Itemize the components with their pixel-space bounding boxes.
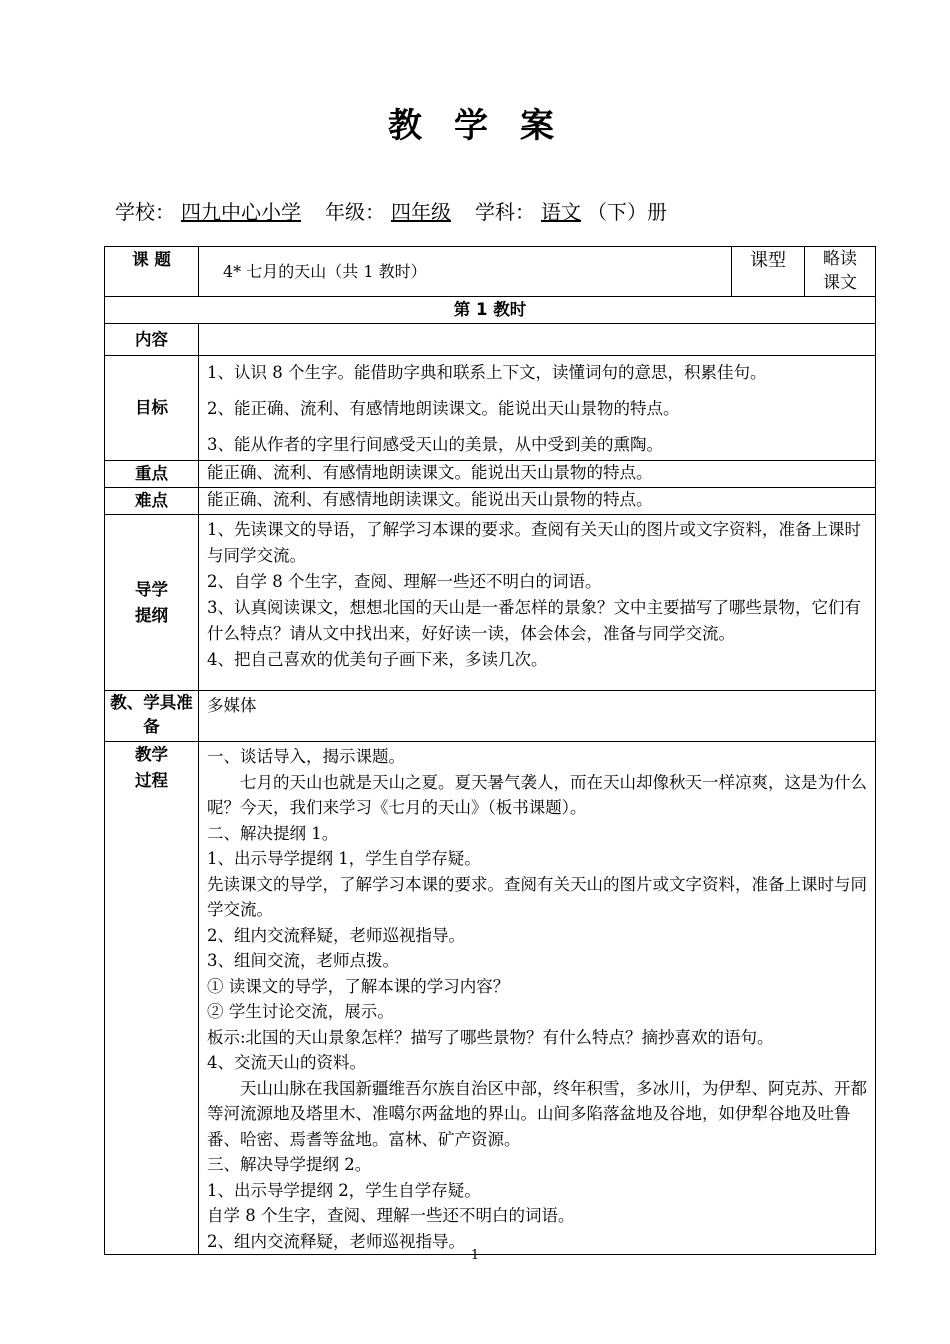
- goal-label: 目标: [105, 356, 199, 461]
- subject-label: 学科：: [475, 200, 535, 224]
- key-value: 能正确、流利、有感情地朗读课文。能说出天山景物的特点。: [199, 461, 876, 488]
- process-label: 教学过程: [105, 742, 199, 1255]
- process-cell: [199, 742, 876, 1255]
- prep-label: 教、学具准备: [105, 691, 199, 742]
- type-label: 课型: [732, 247, 805, 297]
- section-row: [105, 297, 876, 324]
- subject-value: 语文: [541, 200, 581, 224]
- process-line: 七月的天山也就是天山之夏。夏天暑气袭人，而在天山却像秋天一样凉爽，这是为什么呢？今天，我们来学习《七月的天山》（板书课题）。: [207, 772, 867, 817]
- process-line: 2、组内交流释疑，老师巡视指导。: [207, 1231, 465, 1251]
- guide-row: [105, 515, 876, 691]
- process-line: 自学 8 个生字，查阅、理解一些还不明白的词语。: [207, 1206, 575, 1225]
- difficulty-row: [105, 488, 876, 515]
- section-heading: 第 1 教时: [105, 297, 876, 324]
- guide-item: 4、把自己喜欢的优美句子画下来，多读几次。: [207, 650, 548, 669]
- grade-value: 四年级: [391, 200, 451, 224]
- process-line: 一、谈话导入，揭示课题。: [207, 747, 405, 766]
- lesson-plan-table: [104, 246, 876, 1255]
- topic-label: 课 题: [105, 247, 199, 297]
- process-line: 1、出示导学提纲 1，学生自学存疑。: [207, 849, 481, 868]
- title-char: 教: [388, 106, 430, 146]
- guide-label: 导学提纲: [105, 515, 199, 691]
- process-line: 3、组间交流，老师点拨。: [207, 951, 399, 970]
- process-line: 2、组内交流释疑，老师巡视指导。: [207, 925, 465, 945]
- process-line: 先读课文的导学，了解学习本课的要求。查阅有关天山的图片或文字资料，准备上课时与同学交流。: [207, 874, 867, 919]
- process-line: 天山山脉在我国新疆维吾尔族自治区中部，终年积雪，多冰川，为伊犁、阿克苏、开都等河流源地及塔里木、准噶尔两盆地的界山。山间多陷落盆地及谷地，如伊犁谷地及吐鲁番、哈密、焉耆等盆地。富林、矿产资源。: [207, 1078, 867, 1149]
- guide-item: 2、自学 8 个生字，查阅、理解一些还不明白的词语。: [207, 572, 602, 591]
- guide-item: 3、认真阅读课文，想想北国的天山是一番怎样的景象？文中主要描写了哪些景物，它们有什么特点？请从文中找出来，好好读一读，体会体会，准备与同学交流。: [207, 598, 861, 643]
- process-line: 板示:北国的天山景象怎样？描写了哪些景物？有什么特点？摘抄喜欢的语句。: [207, 1027, 774, 1047]
- type-value: 略读课文: [805, 247, 876, 297]
- process-line: ① 读课文的导学，了解本课的学习内容？: [207, 976, 510, 996]
- topic-row: [105, 247, 876, 297]
- goal-row: [105, 356, 876, 461]
- process-line: 1、出示导学提纲 2，学生自学存疑。: [207, 1180, 481, 1200]
- title-char: 学: [454, 106, 496, 146]
- guide-item: 1、先读课文的导语，了解学习本课的要求。查阅有关天山的图片或文字资料，准备上课时与同学交流。: [207, 520, 861, 565]
- key-label: 重点: [105, 461, 199, 488]
- goal-item: 3、能从作者的字里行间感受天山的美景，从中受到美的熏陶。: [207, 435, 663, 454]
- process-line: 4、交流天山的资料。: [207, 1053, 366, 1072]
- difficulty-label: 难点: [105, 488, 199, 515]
- goal-cell: [199, 356, 876, 461]
- process-line: 二、解决提纲 1。: [207, 823, 339, 843]
- page-title: [0, 98, 950, 147]
- school-label: 学校：: [115, 200, 175, 224]
- process-line: ② 学生讨论交流，展示。: [207, 1002, 394, 1021]
- goal-item: 2、能正确、流利、有感情地朗读课文。能说出天山景物的特点。: [207, 399, 680, 418]
- volume-value: （下）册: [587, 200, 667, 224]
- difficulty-value: 能正确、流利、有感情地朗读课文。能说出天山景物的特点。: [199, 488, 876, 515]
- prep-value: 多媒体: [199, 691, 876, 742]
- process-row: [105, 742, 876, 1255]
- key-row: [105, 461, 876, 488]
- grade-label: 年级：: [325, 200, 385, 224]
- info-line: [115, 196, 667, 225]
- content-row: [105, 324, 876, 356]
- process-line: 三、解决导学提纲 2。: [207, 1155, 372, 1174]
- prep-row: [105, 691, 876, 742]
- page-number: 1: [470, 1248, 480, 1263]
- content-value: [199, 324, 876, 356]
- school-value: 四九中心小学: [181, 200, 301, 224]
- goal-item: 1、认识 8 个生字。能借助字典和联系上下文，读懂词句的意思，积累佳句。: [207, 363, 767, 382]
- guide-cell: [199, 515, 876, 691]
- title-char: 案: [520, 106, 562, 146]
- topic-value: 4* 七月的天山（共 1 教时）: [199, 247, 732, 297]
- content-label: 内容: [105, 324, 199, 356]
